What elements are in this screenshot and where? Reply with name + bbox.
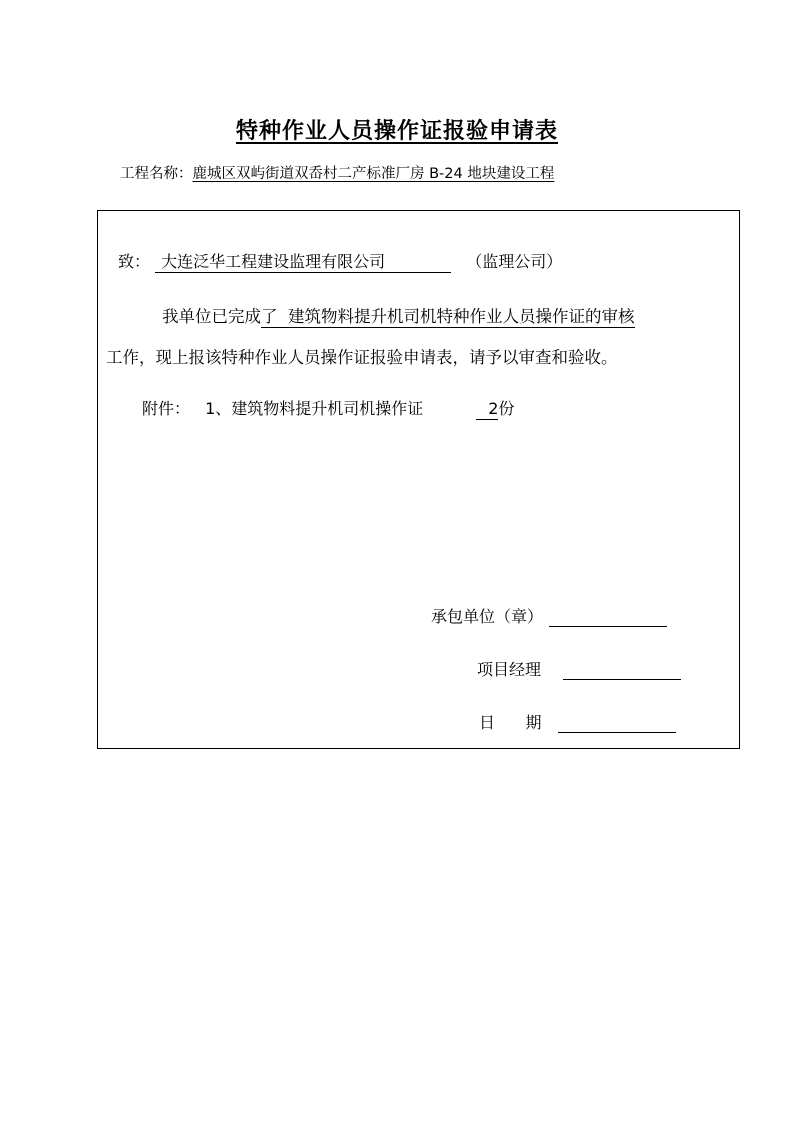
addressee-label: 致： — [118, 252, 151, 271]
form-box — [97, 210, 740, 749]
addressee-company: 大连泛华工程建设监理有限公司 — [155, 252, 451, 273]
manager-label: 项目经理 — [477, 660, 542, 679]
attachment-unit: 份 — [498, 399, 515, 418]
attachment-line — [142, 396, 514, 420]
addressee-suffix: （监理公司） — [466, 252, 563, 271]
date-label: 日 期 — [479, 713, 542, 732]
attachment-label: 附件： — [142, 399, 191, 418]
attachment-item: 1、建筑物料提升机司机操作证 — [205, 399, 424, 418]
form-title: 特种作业人员操作证报验申请表 — [235, 119, 558, 144]
project-name-line — [120, 162, 554, 183]
contractor-signature-row — [431, 604, 667, 627]
date-row — [479, 710, 676, 733]
body-filled-text: 了 建筑物料提升机司机特种作业人员操作证的审核 — [261, 307, 635, 326]
contractor-label: 承包单位（章） — [431, 607, 544, 626]
contractor-signature-line — [549, 608, 667, 627]
manager-signature-row — [477, 657, 681, 680]
manager-signature-line — [563, 661, 681, 680]
project-name-label: 工程名称： — [120, 166, 193, 182]
date-line — [558, 714, 676, 733]
body-prefix: 我单位已完成 — [162, 307, 261, 326]
project-name-value: 鹿城区双屿街道双岙村二产标准厂房 B-24 地块建设工程 — [192, 166, 555, 182]
addressee-line — [118, 249, 562, 273]
body-line-2: 工作，现上报该特种作业人员操作证报验申请表，请予以审查和验收。 — [106, 348, 618, 367]
body-line-1 — [162, 303, 635, 328]
attachment-count: 2 — [476, 399, 498, 420]
